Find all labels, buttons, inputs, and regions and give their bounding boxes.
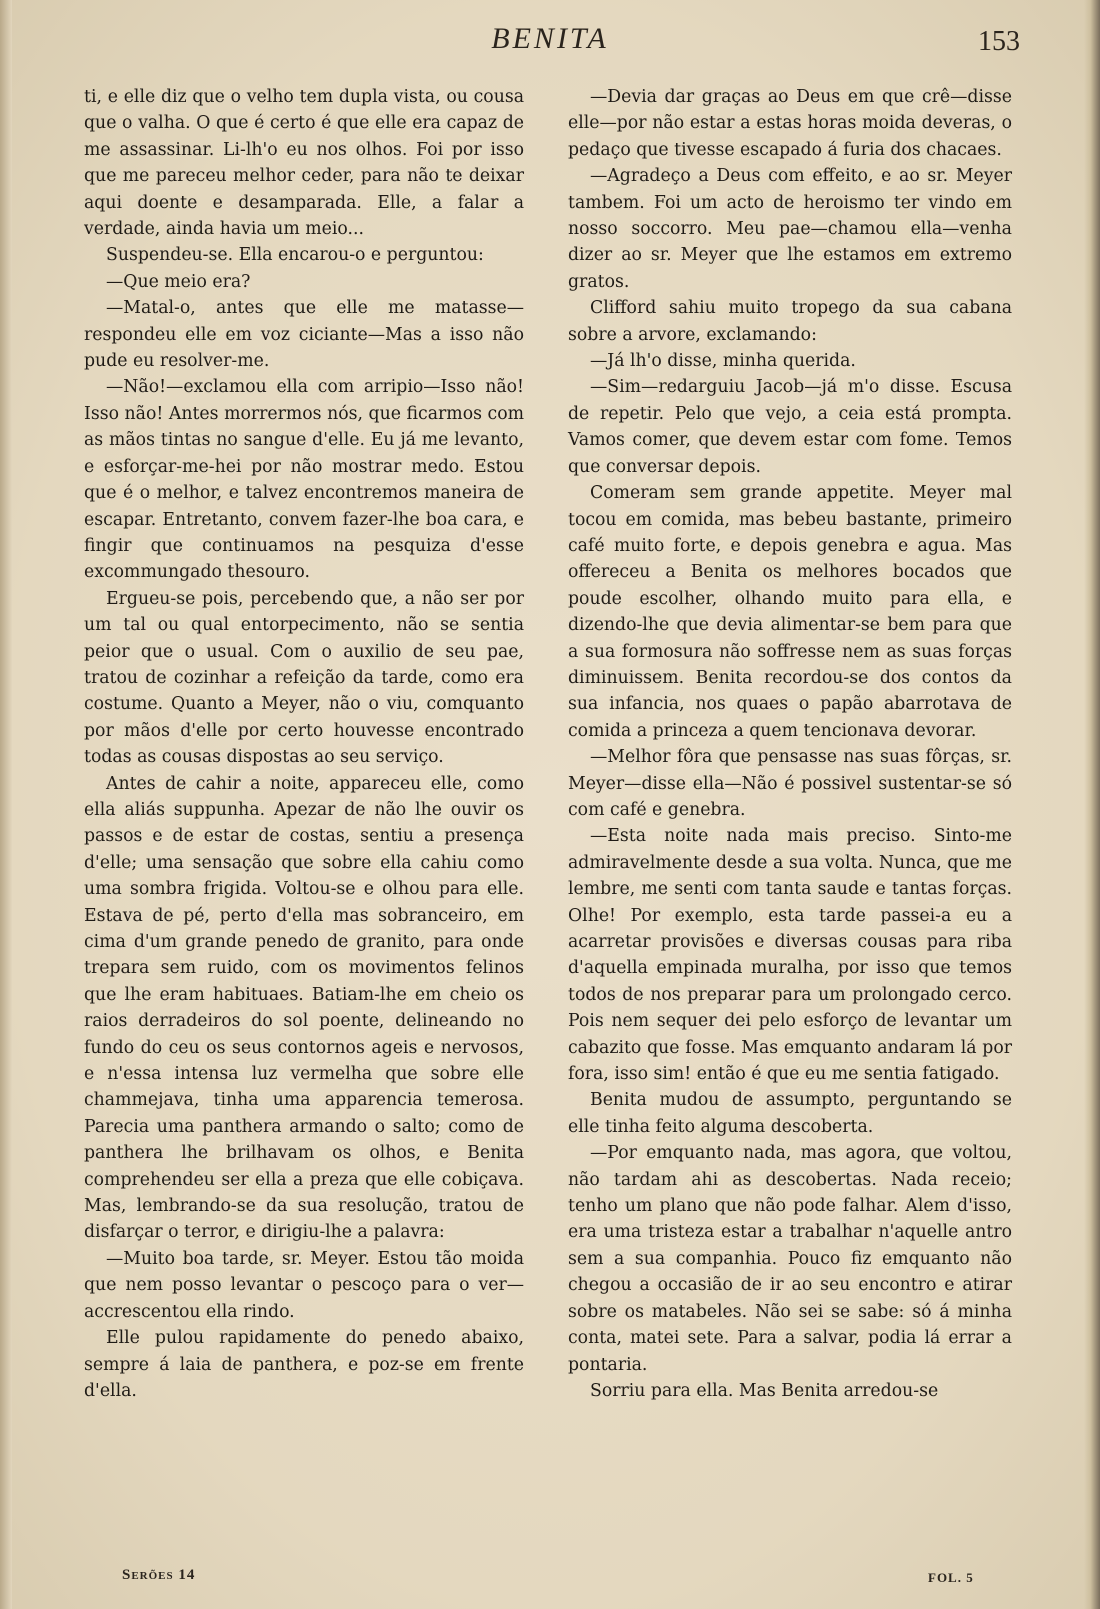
paragraph: —Que meio era? xyxy=(106,271,251,292)
paragraph: —Esta noite nada mais preciso. Sinto-me admiravelmente desde a sua volta. Nunca, que me lembre, me senti com tanta saude e tantas forças. Olhe! Por exemplo, esta tarde passei-a eu a acarretar provisões e diversas cousas para riba d'aquella empinada muralha, por isso que temos todos de nos preparar para um prolongado cerco. Pois nem sequer dei pelo esforço de levantar um cabazito que fosse. Mas emquanto andaram lá por fora, isso sim! então é que eu me sentia fatigado. xyxy=(568,826,1012,1085)
paragraph: —Matal-o, antes que elle me matasse—respondeu elle em voz ciciante—Mas a isso não pude eu resolver-me. xyxy=(84,298,524,372)
paragraph: Clifford sahiu muito tropego da sua cabana sobre a arvore, exclamando: xyxy=(568,298,1012,345)
page-edge-shadow-left xyxy=(0,0,12,1609)
paragraph: —Já lh'o disse, minha querida. xyxy=(590,351,856,372)
paragraph: Suspendeu-se. Ella encarou-o e perguntou: xyxy=(106,245,484,266)
page-edge-shadow-right xyxy=(1084,0,1100,1609)
paragraph: —Sim—redarguiu Jacob—já m'o disse. Escusa de repetir. Pelo que vejo, a ceia está prompta. Vamos comer, que devem estar com fome. Temos que conversar depois. xyxy=(568,377,1012,477)
right-text-column xyxy=(568,84,1012,1404)
paragraph: —Muito boa tarde, sr. Meyer. Estou tão moida que nem posso levantar o pescoço para o ver—accrescentou ella rindo. xyxy=(84,1248,524,1322)
paragraph: —Não!—exclamou ella com arripio—Isso não! Isso não! Antes morrermos nós, que ficarmos com as mãos tintas no sangue d'elle. Eu já me levanto, e esforçar-me-hei por não mostrar medo. Estou que é o melhor, e talvez encontremos maneira de escapar. Entretanto, convem fazer-lhe boa cara, e fingir que continuamos na pesquiza d'esse excommungado thesouro. xyxy=(84,377,524,583)
paragraph: —Melhor fôra que pensasse nas suas fôrças, sr. Meyer—disse ella—Não é possivel sustentar-se só com café e genebra. xyxy=(568,747,1012,820)
running-title: BENITA xyxy=(491,22,609,55)
paragraph: ti, e elle diz que o velho tem dupla vista, ou cousa que o valha. O que é certo é que elle era capaz de me assassinar. Li-lh'o eu nos olhos. Foi por isso que me pareceu melhor ceder, para não te deixar aqui doente e desamparada. Elle, a falar a verdade, ainda havia um meio... xyxy=(84,87,524,240)
paragraph: Comeram sem grande appetite. Meyer mal tocou em comida, mas bebeu bastante, primeiro café muito forte, e depois genebra e agua. Mas offereceu a Benita os melhores bocados que poude escolher, olhando muito para ella, e dizendo-lhe que devia alimentar-se bem para que a sua formosura não soffresse nem as suas forças diminuissem. Benita recordou-se dos contos da sua infancia, nos quaes o papão abarrotava de comida a princeza a quem tencionava devorar. xyxy=(568,483,1012,741)
paragraph: —Agradeço a Deus com effeito, e ao sr. Meyer tambem. Foi um acto de heroismo ter vindo em nosso soccorro. Meu pae—chamou ella—venha dizer ao sr. Meyer que lhe estamos em extremo gratos. xyxy=(568,166,1012,292)
signature-mark: Serões 14 xyxy=(122,1567,196,1583)
paragraph: —Por emquanto nada, mas agora, que voltou, não tardam ahi as descobertas. Nada receio; tenho um plano que não pode falhar. Alem d'isso, era uma tristeza estar a trabalhar n'aquelle antro sem a sua companhia. Pouco fiz emquanto não chegou a occasião de ir ao seu encontro e atirar sobre os matabeles. Não sei se sabe: só á minha conta, matei sete. Para a salvar, podia lá errar a pontaria. xyxy=(568,1143,1012,1375)
left-text-column xyxy=(84,84,524,1404)
paragraph: —Devia dar graças ao Deus em que crê—disse elle—por não estar a estas horas moida deveras, o pedaço que tivesse escapado á furia dos chacaes. xyxy=(568,87,1012,160)
folio-mark: FOL. 5 xyxy=(928,1570,974,1585)
paragraph: Antes de cahir a noite, appareceu elle, como ella aliás suppunha. Apezar de não lhe ouvir os passos e de estar de costas, sentiu a presença d'elle; uma sensação que sobre ella cahiu como uma sombra frigida. Voltou-se e olhou para elle. Estava de pé, perto d'ella mas sobranceiro, em cima d'um grande penedo de granito, para onde trepara sem ruido, com os movimentos felinos que lhe eram habituaes. Batiam-lhe em cheio os raios derradeiros do sol poente, delineando no fundo do ceu os seus contornos ageis e nervosos, e n'essa intensa luz vermelha que sobre elle chammejava, tinha uma apparencia temerosa. Parecia uma panthera armando o salto; como de panthera lhe brilhavam os olhos, e Benita comprehendeu ser ella a preza que elle cobiçava. Mas, lembrando-se da sua resolução, tratou de disfarçar o terror, e dirigiu-lhe a palavra: xyxy=(84,773,524,1243)
paragraph: Benita mudou de assumpto, perguntando se elle tinha feito alguma descoberta. xyxy=(568,1090,1012,1137)
paragraph: Ergueu-se pois, percebendo que, a não ser por um tal ou qual entorpecimento, não se sentia peior que o usual. Com o auxilio de seu pae, tratou de cozinhar a refeição da tarde, como era costume. Quanto a Meyer, não o viu, comquanto por mãos d'elle por certo houvesse encontrado todas as cousas dispostas ao seu serviço. xyxy=(84,588,524,768)
page-number: 153 xyxy=(978,26,1020,57)
paragraph: Elle pulou rapidamente do penedo abaixo, sempre á laia de panthera, e poz-se em frente d'ella. xyxy=(84,1328,524,1401)
paragraph: Sorriu para ella. Mas Benita arredou-se xyxy=(590,1380,939,1401)
